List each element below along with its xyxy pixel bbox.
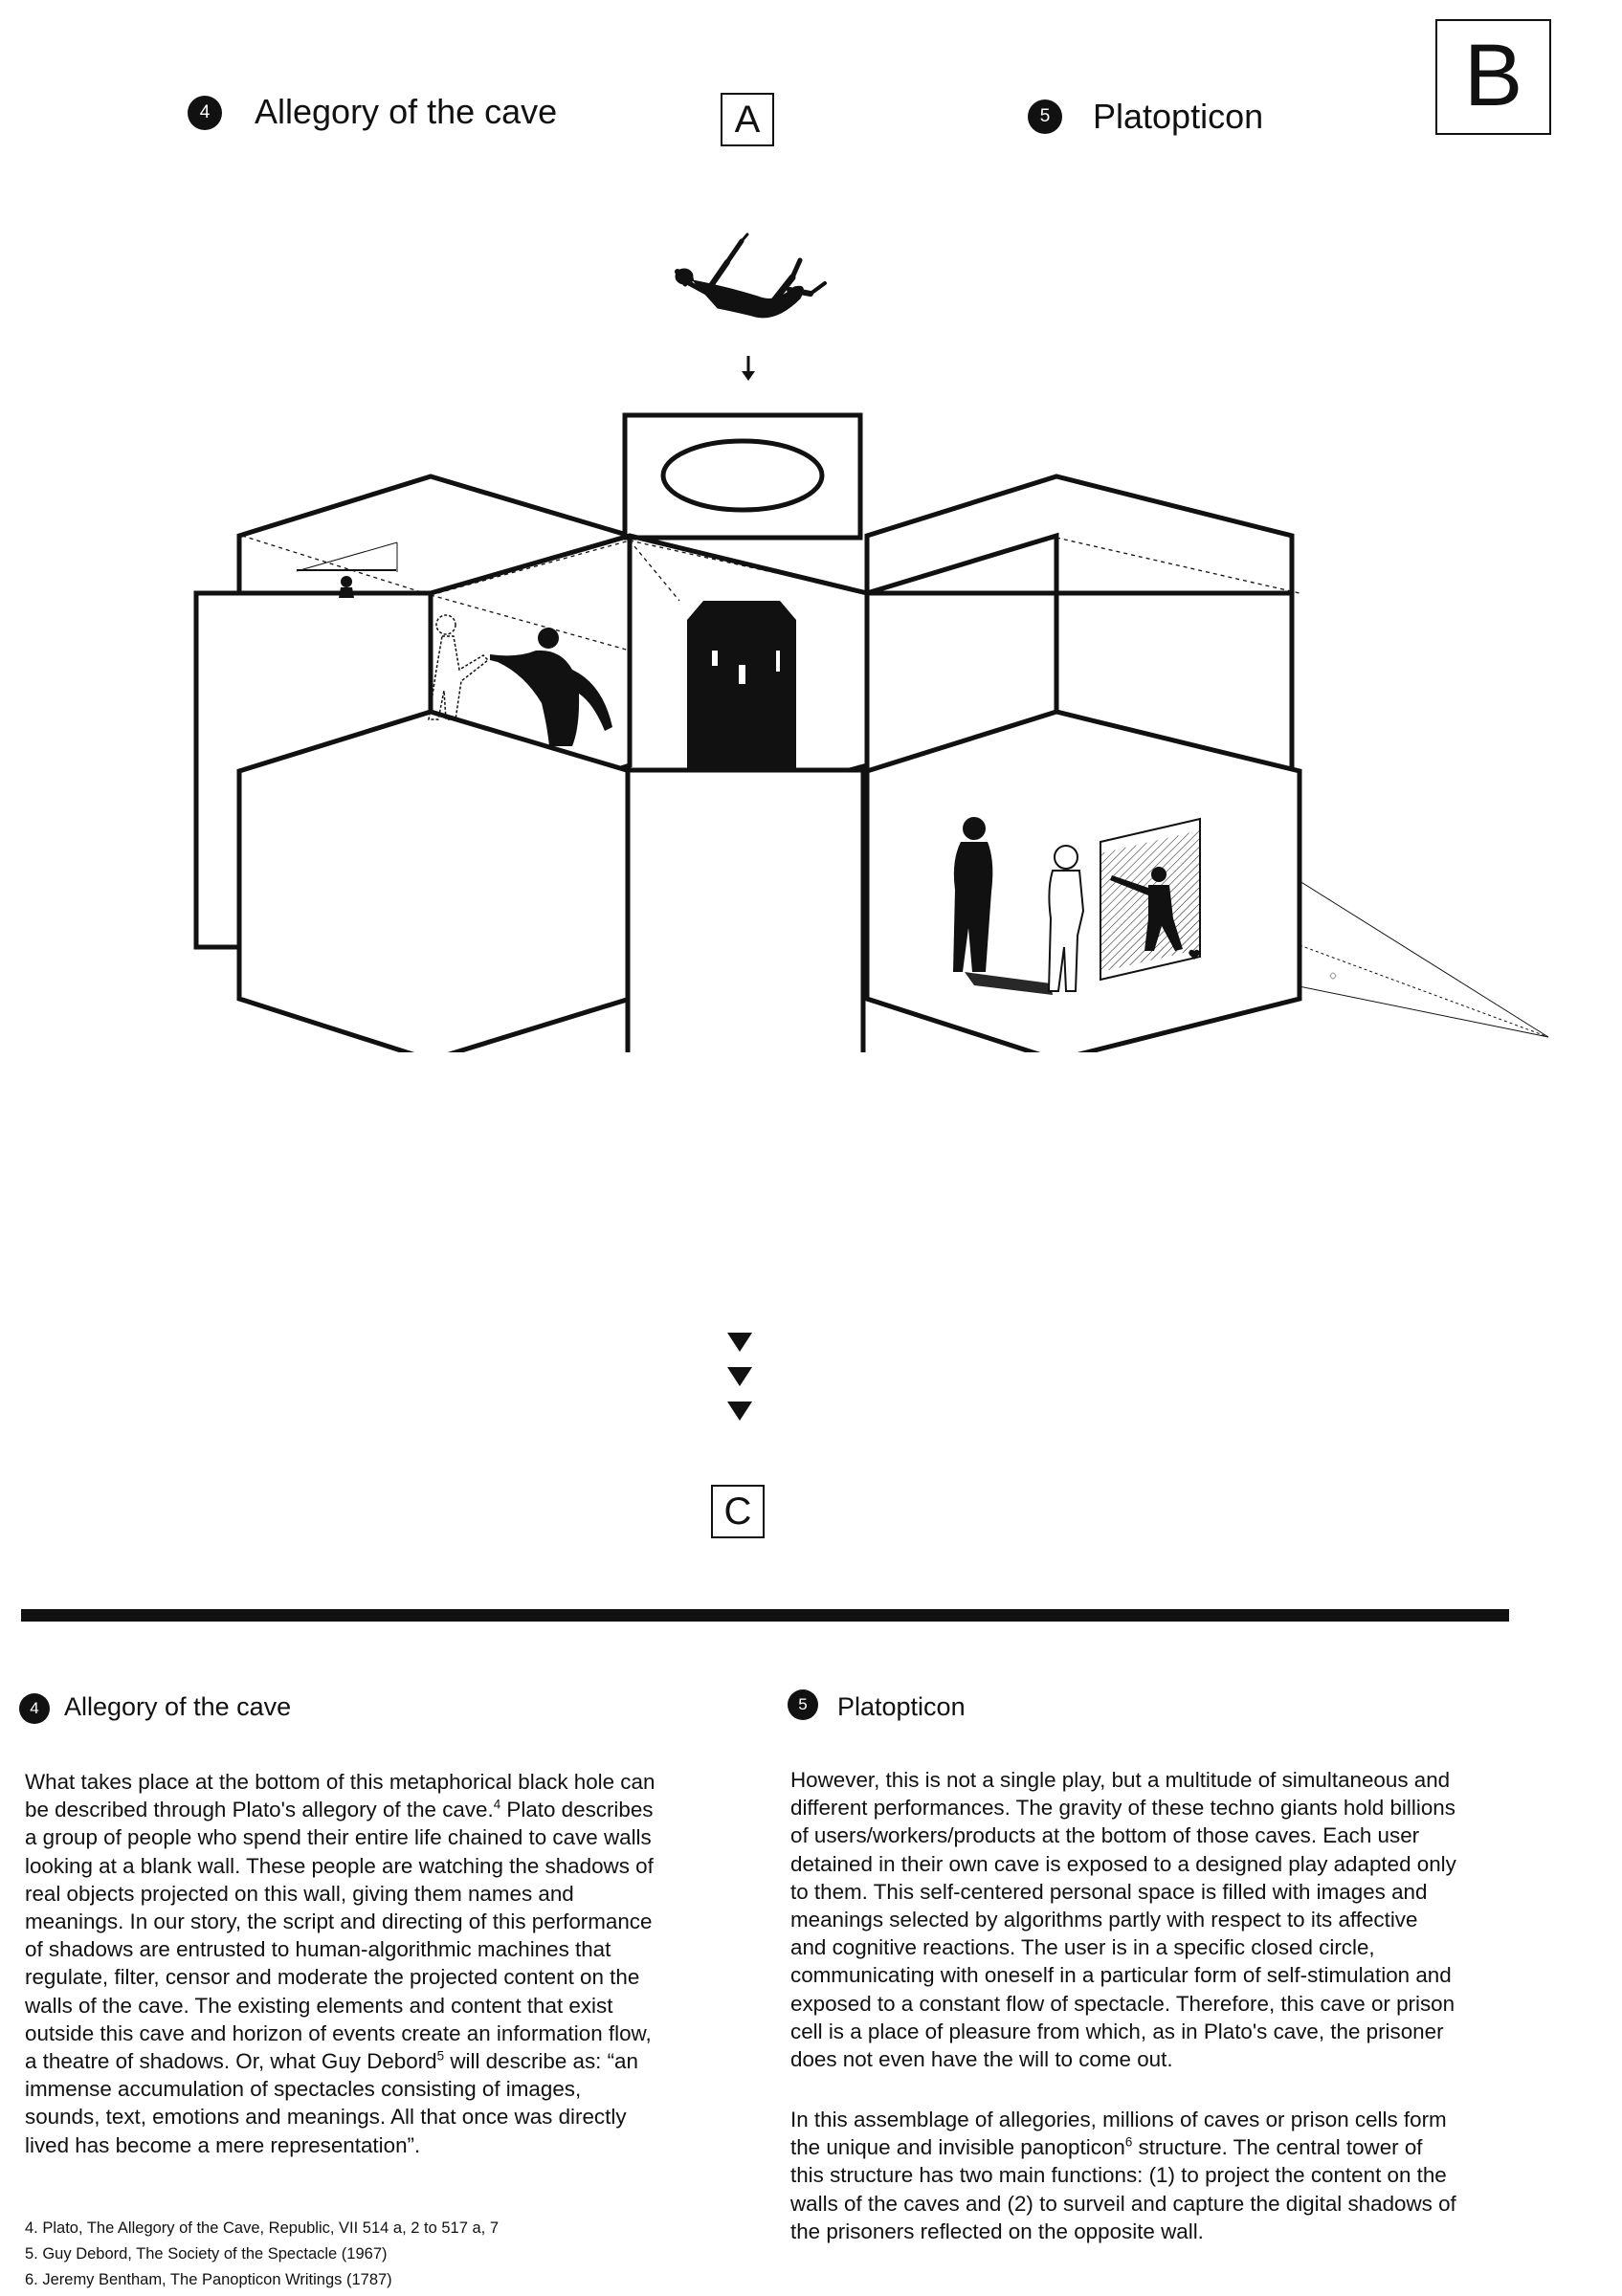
triangle-down-icon (727, 1367, 752, 1386)
platopticon-body-text-1: However, this is not a single play, but a multitude of simultaneous and different performances. The gravity of these techno giants hold billions of users/workers/products at the bottom of those caves. Each user detained in their own cave is exposed to a designed play adapted only to them. This self-centered personal space is filled with images and meanings selected by algorithms partly with respect to its affective and cognitive reactions. The user is in a specific closed circle, communicating with oneself in a particular form of self-stimulation and exposed to a constant flow of spectacle. Therefore, this cave or prison cell is a place of pleasure from which, as in Plato's cave, the prisoner does not even have the will to come out. (790, 1768, 1456, 2072)
number-badge-4-text: 4 (19, 1693, 50, 1724)
footnote-4: 4. Plato, The Allegory of the Cave, Republic, VII 514 a, 2 to 517 a, 7 (25, 2219, 500, 2237)
triangle-down-icon (727, 1402, 752, 1421)
number-badge-5: 5 (1028, 99, 1062, 134)
heading-platopticon: Platopticon (1093, 97, 1264, 136)
allegory-body-text: What takes place at the bottom of this metaphorical black hole can be described through Plato's allegory of the cave.$^4$ Plato describes a group of people who spend their entire life chained to cave walls looking at a blank wall. These people are watching the shadows of real objects projected on this wall, giving them names and meanings. In our story, the script and directing of this performance of shadows are entrusted to human-algorithmic machines that regulate, filter, censor and moderate the projected content on the walls of the cave. The existing elements and content that exist outside this cave and horizon of events create an information flow, a theatre of shadows. Or, what Guy Debord$^5$ will describe as: “an immense accumulation of spectacles consisting of images, sounds, text, emotions and meanings. All that once was directly lived has become a mere representation”. (25, 1770, 655, 2157)
box-label-a: A (721, 93, 774, 146)
number-badge-5-text: 5 (788, 1689, 818, 1720)
triangle-down-icon (727, 1333, 752, 1352)
column-heading-allegory: Allegory of the cave (64, 1692, 292, 1721)
divider-bar (21, 1609, 1509, 1622)
heading-allegory-of-the-cave: Allegory of the cave (255, 92, 558, 131)
footnote-ref-4: 4 (493, 1797, 501, 1812)
box-label-b: B (1435, 19, 1551, 135)
footnote-ref-5: 5 (436, 2048, 445, 2064)
number-badge-4: 4 (188, 96, 222, 130)
footnote-6: 6. Jeremy Bentham, The Panopticon Writings (1787) (25, 2271, 392, 2288)
footnote-ref-6: 6 (1124, 2134, 1133, 2150)
footnote-5: 5. Guy Debord, The Society of the Spectacle (1967) (25, 2245, 388, 2263)
box-label-c: C (711, 1485, 765, 1538)
column-heading-platopticon: Platopticon (837, 1692, 966, 1721)
platopticon-body-text-2: In this assemblage of allegories, millions of caves or prison cells form the unique and invisible panopticon$^6$ structure. The central tower of this structure has two main functions: (1) to project the content on the walls of the caves and (2) to surveil and capture the digital shadows of the prisoners reflected on the opposite wall. (790, 2108, 1456, 2243)
